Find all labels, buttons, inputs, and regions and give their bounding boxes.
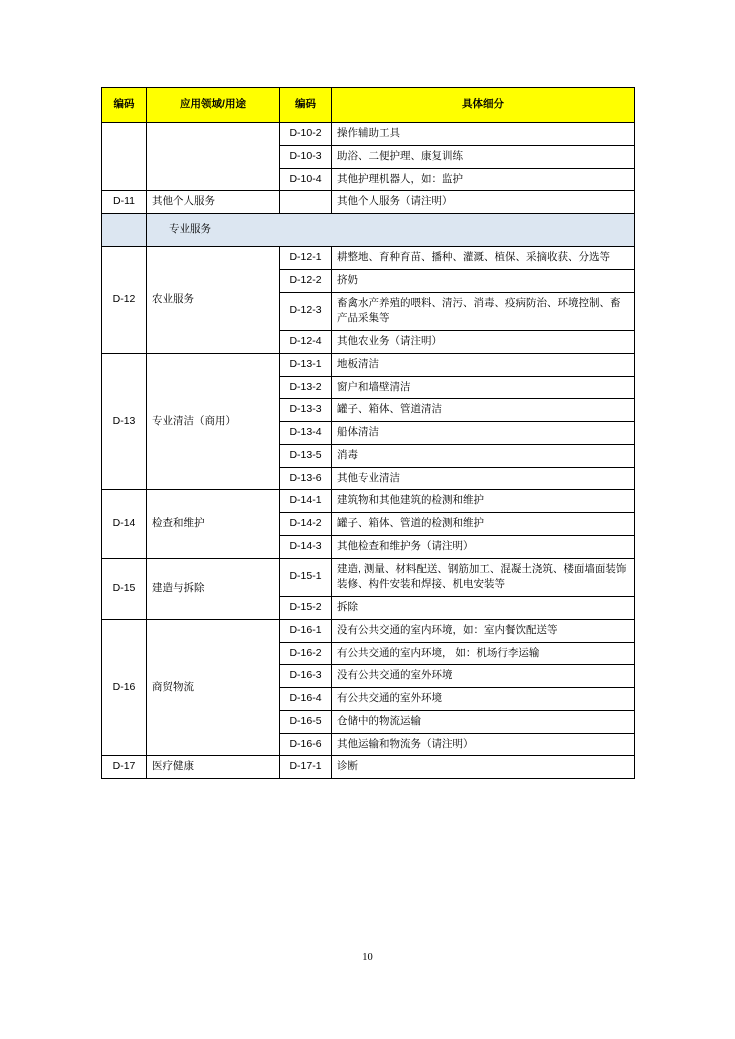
cell-subcode: D-16-6: [280, 733, 332, 756]
cell-detail: 地板清洁: [332, 353, 635, 376]
cell-detail: 建筑物和其他建筑的检测和维护: [332, 490, 635, 513]
cell-code: D-15: [102, 558, 147, 619]
cell-code: D-16: [102, 619, 147, 756]
section-title: 专业服务: [147, 214, 635, 247]
cell-detail: 挤奶: [332, 269, 635, 292]
cell-code: D-11: [102, 191, 147, 214]
cell-subcode: D-13-2: [280, 376, 332, 399]
table-header: [102, 88, 635, 123]
cell-detail: 诊断: [332, 756, 635, 779]
cell-label: 商贸物流: [147, 619, 280, 756]
cell-subcode: D-14-3: [280, 535, 332, 558]
cell-detail: 拆除: [332, 597, 635, 620]
table-row: [102, 191, 635, 214]
cell-label: 医疗健康: [147, 756, 280, 779]
table-row: [102, 490, 635, 513]
column-header-subcode: 编码: [280, 88, 332, 123]
cell-detail: 罐子、箱体、管道的检测和维护: [332, 513, 635, 536]
cell-label: 其他个人服务: [147, 191, 280, 214]
cell-code: D-12: [102, 247, 147, 354]
cell-subcode: D-16-5: [280, 710, 332, 733]
table-row: [102, 247, 635, 270]
cell-detail: 其他检查和维护务（请注明）: [332, 535, 635, 558]
table-row: [102, 619, 635, 642]
cell-detail: 其他护理机器人，如：监护: [332, 168, 635, 191]
cell-detail: 消毒: [332, 444, 635, 467]
cell-subcode: D-14-1: [280, 490, 332, 513]
cell-subcode: D-12-3: [280, 292, 332, 331]
cell-detail: 罐子、箱体、管道清洁: [332, 399, 635, 422]
cell-code: D-13: [102, 353, 147, 490]
cell-detail: 没有公共交通的室外环境: [332, 665, 635, 688]
cell-label: 农业服务: [147, 247, 280, 354]
cell-subcode: D-15-1: [280, 558, 332, 597]
cell-detail: 其他专业清洁: [332, 467, 635, 490]
cell-subcode: D-16-4: [280, 688, 332, 711]
cell-label: [147, 123, 280, 191]
section-code-cell: [102, 214, 147, 247]
table-row: [102, 353, 635, 376]
cell-code: [102, 123, 147, 191]
cell-detail: 窗户和墙壁清洁: [332, 376, 635, 399]
table-header-row: [102, 88, 635, 123]
cell-detail: 船体清洁: [332, 422, 635, 445]
classification-table-container: [101, 87, 634, 779]
classification-table: [101, 87, 635, 779]
cell-subcode: D-13-5: [280, 444, 332, 467]
cell-subcode: D-17-1: [280, 756, 332, 779]
cell-subcode: D-12-2: [280, 269, 332, 292]
cell-detail: 建造, 测量、材料配送、钢筋加工、混凝土浇筑、楼面墙面装饰装修、构件安装和焊接、机电安装等: [332, 558, 635, 597]
table-row: [102, 558, 635, 597]
cell-subcode: D-14-2: [280, 513, 332, 536]
cell-detail: 有公共交通的室内环境， 如：机场行李运输: [332, 642, 635, 665]
column-header-detail: 具体细分: [332, 88, 635, 123]
page-number: 10: [362, 952, 373, 963]
cell-detail: 其他个人服务（请注明）: [332, 191, 635, 214]
cell-subcode: D-13-3: [280, 399, 332, 422]
cell-subcode: D-13-4: [280, 422, 332, 445]
cell-subcode: D-16-2: [280, 642, 332, 665]
cell-detail: 仓储中的物流运输: [332, 710, 635, 733]
table-section-row: [102, 214, 635, 247]
cell-label: 专业清洁（商用）: [147, 353, 280, 490]
cell-detail: 有公共交通的室外环境: [332, 688, 635, 711]
cell-subcode: D-13-1: [280, 353, 332, 376]
cell-label: 检查和维护: [147, 490, 280, 558]
cell-detail: 畜禽水产养殖的喂料、清污、消毒、疫病防治、环境控制、畜产品采集等: [332, 292, 635, 331]
cell-subcode: D-12-1: [280, 247, 332, 270]
column-header-application-field: 应用领域/用途: [147, 88, 280, 123]
cell-detail: 其他运输和物流务（请注明）: [332, 733, 635, 756]
cell-subcode: D-10-4: [280, 168, 332, 191]
cell-subcode: D-16-1: [280, 619, 332, 642]
column-header-code: 编码: [102, 88, 147, 123]
cell-label: 建造与拆除: [147, 558, 280, 619]
cell-code: D-14: [102, 490, 147, 558]
cell-detail: 耕整地、育种育苗、播种、灌溉、植保、采摘收获、分选等: [332, 247, 635, 270]
table-row: [102, 756, 635, 779]
cell-subcode: D-10-3: [280, 145, 332, 168]
table-row: [102, 123, 635, 146]
cell-subcode: D-10-2: [280, 123, 332, 146]
cell-subcode: D-16-3: [280, 665, 332, 688]
cell-subcode: [280, 191, 332, 214]
cell-detail: 助浴、二便护理、康复训练: [332, 145, 635, 168]
cell-subcode: D-13-6: [280, 467, 332, 490]
cell-code: D-17: [102, 756, 147, 779]
cell-detail: 操作辅助工具: [332, 123, 635, 146]
cell-subcode: D-15-2: [280, 597, 332, 620]
cell-subcode: D-12-4: [280, 331, 332, 354]
cell-detail: 其他农业务（请注明）: [332, 331, 635, 354]
table-body: [102, 123, 635, 779]
cell-detail: 没有公共交通的室内环境，如：室内餐饮配送等: [332, 619, 635, 642]
